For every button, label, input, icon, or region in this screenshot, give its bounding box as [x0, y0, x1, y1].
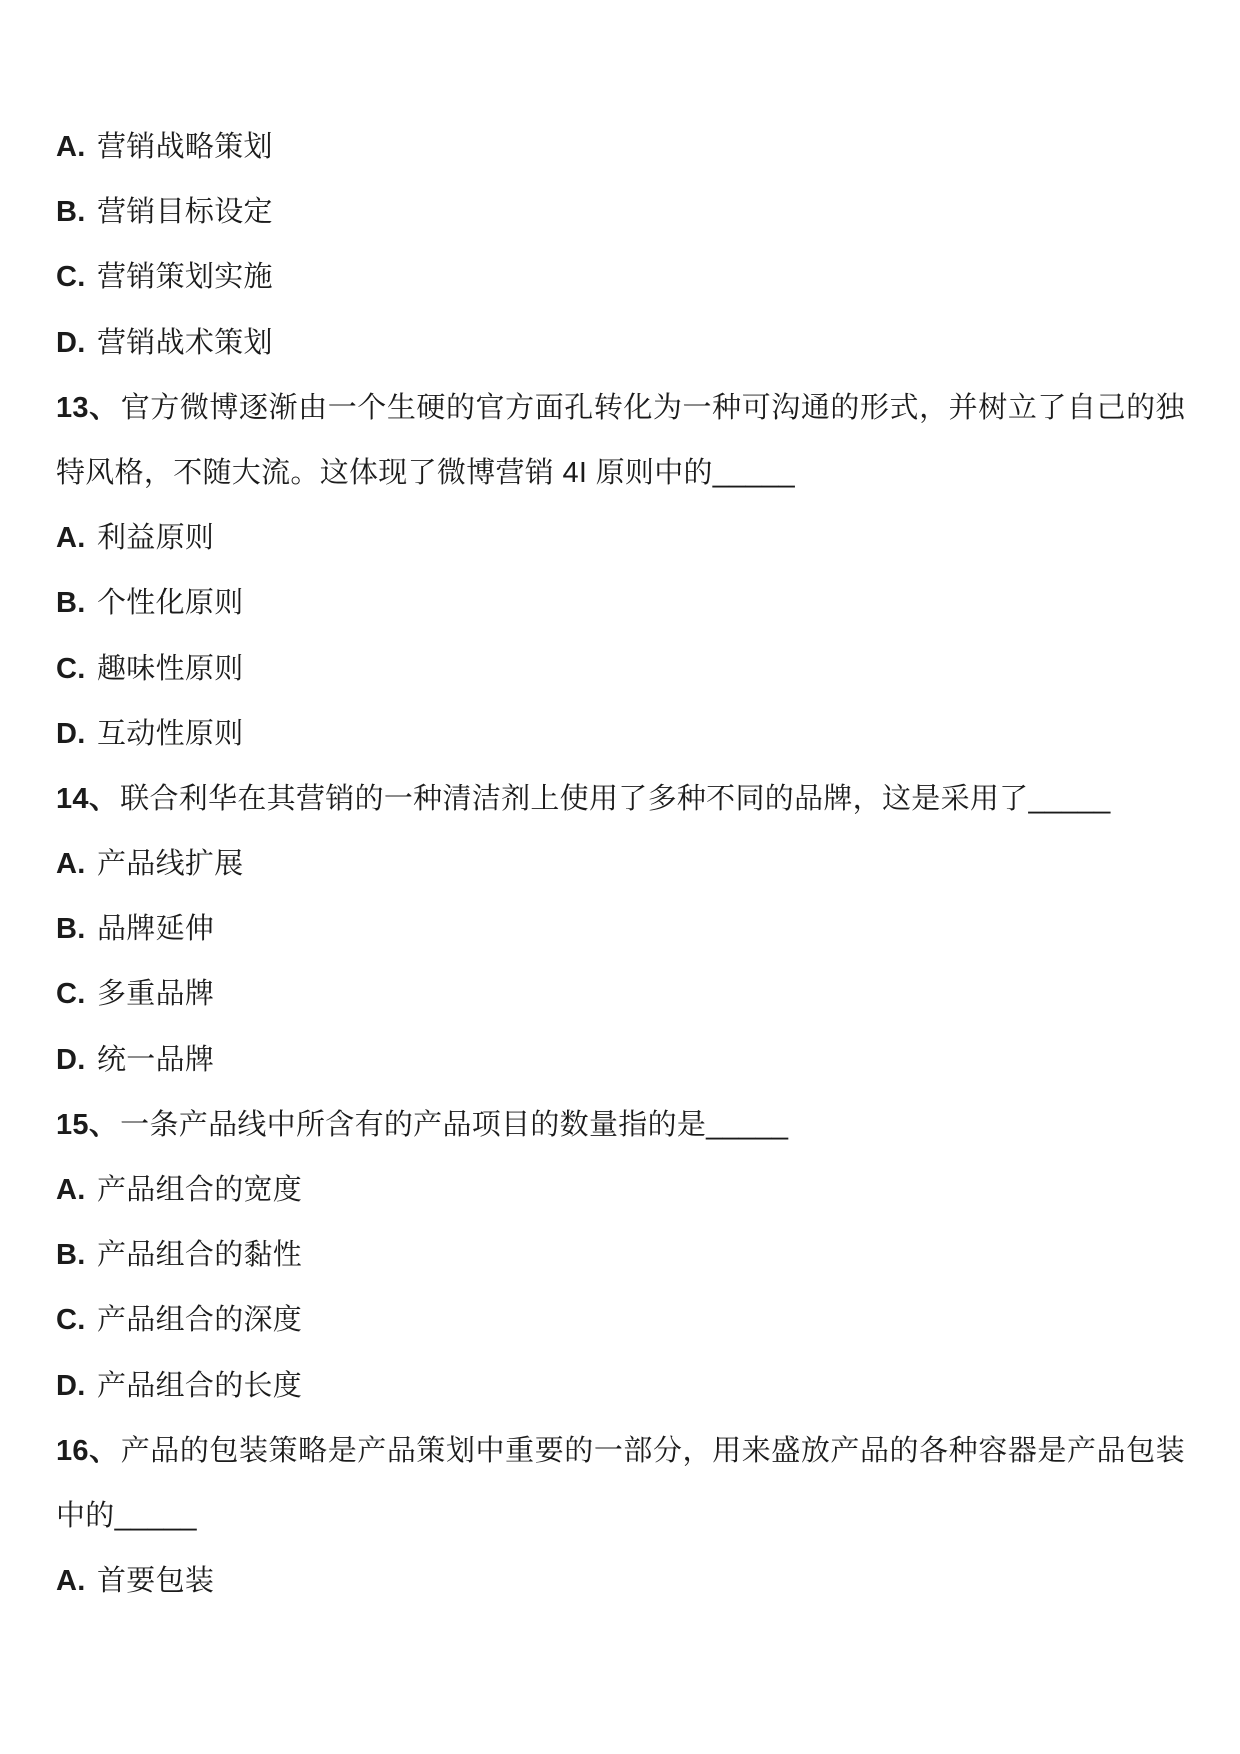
option-label: C.: [56, 978, 86, 1011]
option-text: 产品组合的长度: [97, 1369, 303, 1402]
option-row: [56, 637, 1185, 702]
option-text: 营销目标设定: [97, 196, 273, 229]
option-label: C.: [56, 652, 86, 685]
option-row: [56, 1354, 1185, 1419]
option-row: [56, 311, 1185, 376]
option-text: 个性化原则: [97, 587, 244, 620]
question-line: [56, 767, 1185, 832]
option-row: [56, 897, 1185, 962]
option-row: [56, 702, 1185, 767]
question-line: [56, 441, 1185, 506]
option-row: [56, 1549, 1185, 1614]
option-row: [56, 245, 1185, 310]
question-text: 官方微博逐渐由一个生硬的官方面孔转化为一种可沟通的形式，并树立了自己的独: [120, 391, 1185, 424]
option-label: D.: [56, 1369, 86, 1402]
question-number: 15、: [56, 1108, 119, 1141]
question-text: 联合利华在其营销的一种清洁剂上使用了多种不同的品牌，这是采用了_____: [120, 782, 1111, 815]
option-text: 多重品牌: [97, 978, 215, 1011]
option-text: 产品组合的宽度: [97, 1174, 303, 1206]
question-line: [56, 1419, 1185, 1484]
option-label: C.: [56, 1304, 86, 1337]
option-label: A.: [56, 1565, 86, 1598]
question-line: [56, 1093, 1185, 1158]
option-row: [56, 180, 1185, 245]
option-text: 营销战略策划: [97, 131, 273, 163]
option-row: [56, 115, 1185, 180]
option-text: 首要包装: [97, 1565, 215, 1598]
question-line: [56, 376, 1185, 441]
option-row: [56, 1158, 1185, 1223]
option-label: B.: [56, 1239, 86, 1272]
option-text: 利益原则: [97, 522, 215, 555]
option-label: A.: [56, 131, 86, 163]
question-line: [56, 1484, 1185, 1549]
option-label: C.: [56, 261, 86, 294]
option-text: 产品线扩展: [97, 848, 244, 881]
option-label: D.: [56, 326, 86, 359]
option-row: [56, 571, 1185, 636]
question-number: 14、: [56, 782, 119, 815]
option-label: D.: [56, 717, 86, 750]
question-number: 16、: [56, 1434, 119, 1467]
option-text: 产品组合的黏性: [97, 1239, 303, 1272]
option-text: 趣味性原则: [97, 652, 244, 685]
option-row: [56, 1288, 1185, 1353]
option-text: 统一品牌: [97, 1043, 215, 1076]
question-text: 特风格，不随大流。这体现了微博营销 4I 原则中的_____: [56, 456, 795, 489]
option-row: [56, 1223, 1185, 1288]
option-label: B.: [56, 196, 86, 229]
option-text: 产品组合的深度: [97, 1304, 303, 1337]
option-label: B.: [56, 587, 86, 620]
option-row: [56, 506, 1185, 571]
question-text: 中的_____: [56, 1499, 197, 1532]
option-text: 营销战术策划: [97, 326, 273, 359]
option-row: [56, 1028, 1185, 1093]
question-text: 产品的包装策略是产品策划中重要的一部分，用来盛放产品的各种容器是产品包装: [120, 1434, 1185, 1467]
option-row: [56, 962, 1185, 1027]
option-label: A.: [56, 848, 86, 881]
question-text: 一条产品线中所含有的产品项目的数量指的是_____: [120, 1108, 789, 1141]
question-number: 13、: [56, 391, 119, 424]
option-row: [56, 832, 1185, 897]
option-label: D.: [56, 1043, 86, 1076]
option-text: 营销策划实施: [97, 261, 273, 294]
option-label: A.: [56, 522, 86, 555]
option-label: B.: [56, 913, 86, 946]
option-text: 互动性原则: [97, 717, 244, 750]
option-text: 品牌延伸: [97, 913, 215, 946]
option-label: A.: [56, 1174, 86, 1206]
